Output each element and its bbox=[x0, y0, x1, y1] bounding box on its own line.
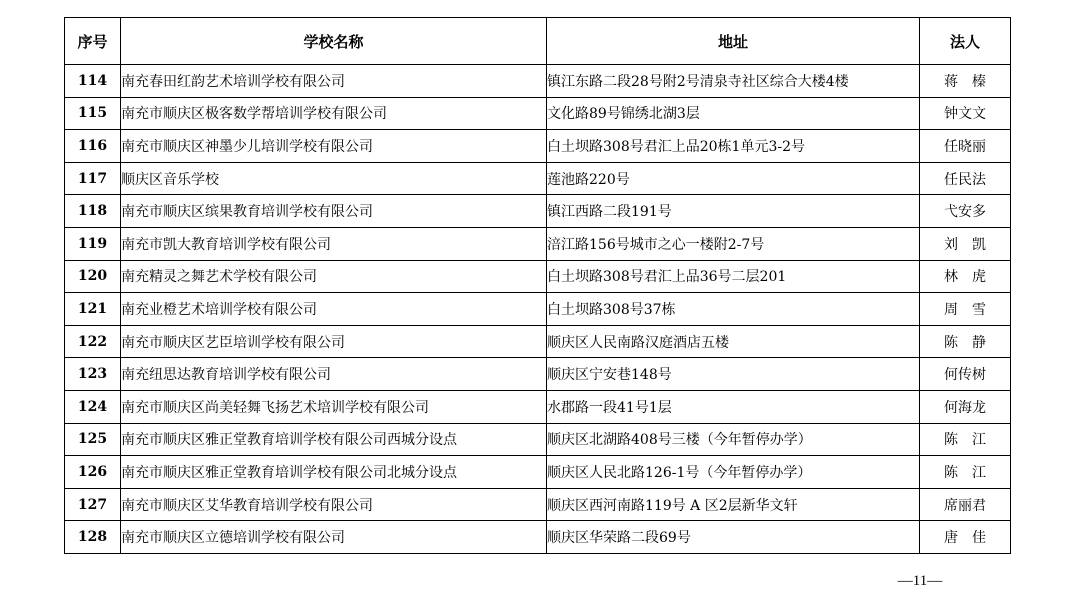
school-address: 白土坝路308号君汇上品36号二层201 bbox=[547, 260, 920, 293]
school-name: 南充市顺庆区尚美轻舞飞扬艺术培训学校有限公司 bbox=[121, 390, 547, 423]
table-row bbox=[65, 521, 1011, 554]
school-address: 莲池路220号 bbox=[547, 162, 920, 195]
legal-person: 蒋 榛 bbox=[920, 65, 1011, 98]
school-name: 南充市顺庆区神墨少儿培训学校有限公司 bbox=[121, 130, 547, 163]
school-address: 白土坝路308号37栋 bbox=[547, 293, 920, 326]
school-address: 顺庆区宁安巷148号 bbox=[547, 358, 920, 391]
legal-person: 陈 静 bbox=[920, 325, 1011, 358]
legal-person: 何传树 bbox=[920, 358, 1011, 391]
table-row bbox=[65, 130, 1011, 163]
school-address: 顺庆区北湖路408号三楼（今年暂停办学） bbox=[547, 423, 920, 456]
row-number: 116 bbox=[65, 130, 121, 163]
school-address: 水郡路一段41号1层 bbox=[547, 390, 920, 423]
header-no: 序号 bbox=[65, 18, 121, 65]
school-name: 南充业橙艺术培训学校有限公司 bbox=[121, 293, 547, 326]
page-number: —11— bbox=[897, 573, 943, 589]
table-row bbox=[65, 358, 1011, 391]
header-legal-person: 法人 bbox=[920, 18, 1011, 65]
table-row bbox=[65, 227, 1011, 260]
legal-person: 林 虎 bbox=[920, 260, 1011, 293]
row-number: 121 bbox=[65, 293, 121, 326]
legal-person: 任民法 bbox=[920, 162, 1011, 195]
school-name: 南充市顺庆区雅正堂教育培训学校有限公司北城分设点 bbox=[121, 456, 547, 489]
legal-person: 席丽君 bbox=[920, 488, 1011, 521]
school-name: 南充市凯大教育培训学校有限公司 bbox=[121, 227, 547, 260]
school-address: 镇江东路二段28号附2号清泉寺社区综合大楼4楼 bbox=[547, 65, 920, 98]
table-row bbox=[65, 293, 1011, 326]
school-address: 顺庆区西河南路119号 A 区2层新华文轩 bbox=[547, 488, 920, 521]
legal-person: 钟文文 bbox=[920, 97, 1011, 130]
legal-person: 陈 江 bbox=[920, 456, 1011, 489]
table-row bbox=[65, 456, 1011, 489]
row-number: 120 bbox=[65, 260, 121, 293]
school-address: 顺庆区华荣路二段69号 bbox=[547, 521, 920, 554]
row-number: 122 bbox=[65, 325, 121, 358]
row-number: 123 bbox=[65, 358, 121, 391]
table-row bbox=[65, 325, 1011, 358]
row-number: 125 bbox=[65, 423, 121, 456]
school-name: 南充市顺庆区艾华教育培训学校有限公司 bbox=[121, 488, 547, 521]
table-row bbox=[65, 488, 1011, 521]
school-list-table bbox=[64, 17, 1011, 554]
header-address: 地址 bbox=[547, 18, 920, 65]
header-school-name: 学校名称 bbox=[121, 18, 547, 65]
school-address: 顺庆区人民南路汉庭酒店五楼 bbox=[547, 325, 920, 358]
school-address: 镇江西路二段191号 bbox=[547, 195, 920, 228]
school-name: 南充市顺庆区缤果教育培训学校有限公司 bbox=[121, 195, 547, 228]
table-row bbox=[65, 423, 1011, 456]
table-header-row bbox=[65, 18, 1011, 65]
school-name: 南充纽思达教育培训学校有限公司 bbox=[121, 358, 547, 391]
table-body bbox=[65, 65, 1011, 554]
school-address: 白土坝路308号君汇上品20栋1单元3-2号 bbox=[547, 130, 920, 163]
legal-person: 任晓丽 bbox=[920, 130, 1011, 163]
legal-person: 弋安多 bbox=[920, 195, 1011, 228]
row-number: 115 bbox=[65, 97, 121, 130]
table-row bbox=[65, 162, 1011, 195]
legal-person: 刘 凯 bbox=[920, 227, 1011, 260]
legal-person: 周 雪 bbox=[920, 293, 1011, 326]
row-number: 126 bbox=[65, 456, 121, 489]
table-row bbox=[65, 65, 1011, 98]
table-row bbox=[65, 97, 1011, 130]
row-number: 118 bbox=[65, 195, 121, 228]
school-name: 顺庆区音乐学校 bbox=[121, 162, 547, 195]
school-name: 南充市顺庆区立德培训学校有限公司 bbox=[121, 521, 547, 554]
row-number: 119 bbox=[65, 227, 121, 260]
table-row bbox=[65, 260, 1011, 293]
legal-person: 何海龙 bbox=[920, 390, 1011, 423]
row-number: 117 bbox=[65, 162, 121, 195]
school-name: 南充市顺庆区艺臣培训学校有限公司 bbox=[121, 325, 547, 358]
table-row bbox=[65, 390, 1011, 423]
legal-person: 唐 佳 bbox=[920, 521, 1011, 554]
school-name: 南充市顺庆区雅正堂教育培训学校有限公司西城分设点 bbox=[121, 423, 547, 456]
school-address: 顺庆区人民北路126-1号（今年暂停办学） bbox=[547, 456, 920, 489]
school-address: 文化路89号锦绣北湖3层 bbox=[547, 97, 920, 130]
row-number: 127 bbox=[65, 488, 121, 521]
school-address: 涪江路156号城市之心一楼附2-7号 bbox=[547, 227, 920, 260]
row-number: 114 bbox=[65, 65, 121, 98]
row-number: 124 bbox=[65, 390, 121, 423]
school-name: 南充春田红韵艺术培训学校有限公司 bbox=[121, 65, 547, 98]
school-name: 南充精灵之舞艺术学校有限公司 bbox=[121, 260, 547, 293]
table-row bbox=[65, 195, 1011, 228]
school-name: 南充市顺庆区极客数学帮培训学校有限公司 bbox=[121, 97, 547, 130]
legal-person: 陈 江 bbox=[920, 423, 1011, 456]
row-number: 128 bbox=[65, 521, 121, 554]
